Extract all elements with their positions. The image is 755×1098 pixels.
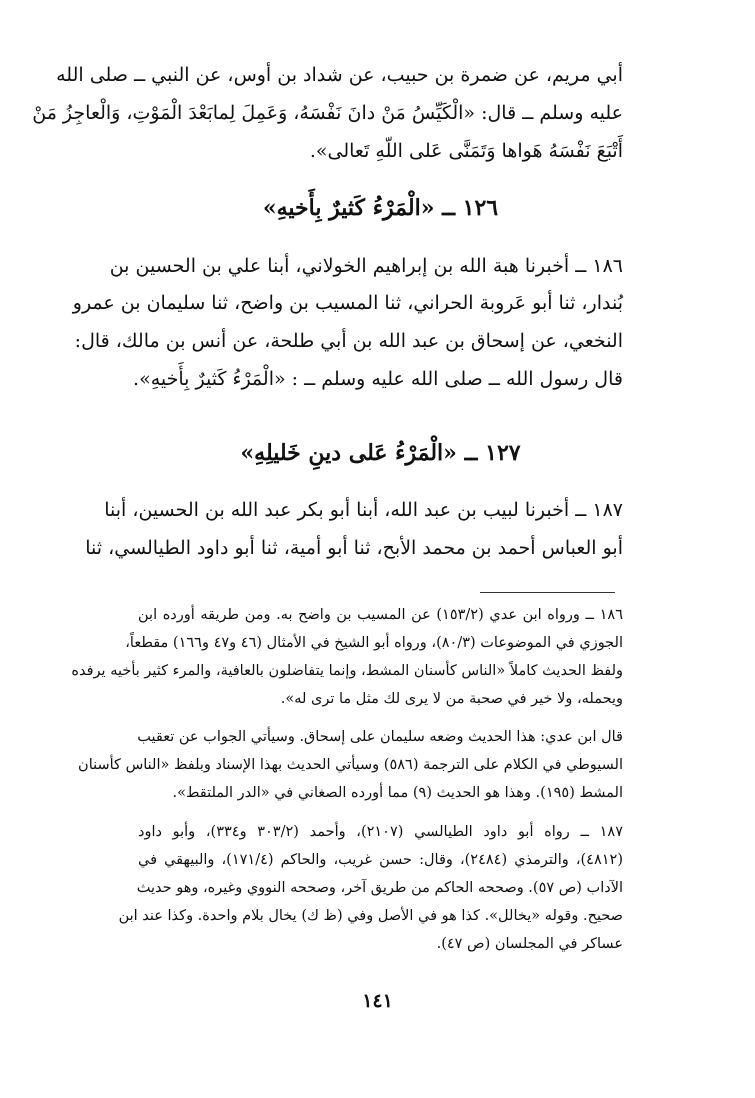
footnote-line: الجوزي في الموضوعات (٨٠/٣)، ورواه أبو الشيخ في الأمثال (٤٦ و٤٧ و١٦٦) مقطعاً، (125, 635, 623, 651)
footnote-separator (480, 592, 615, 593)
footnote-line: الآداب (ص ٥٧). وصححه الحاكم من طريق آخر، وصححه النووي وغيره، وهو حديث (136, 880, 623, 896)
text-line: عليه وسلم ــ قال: «الْكَيِّسُ مَنْ دانَ نَفْسَهُ، وَعَمِلَ لِمابَعْدَ الْمَوْتِ، وَالْعاجِزُ مَنْ (32, 102, 623, 124)
section-heading-127: ١٢٧ ــ «الْمَرْءُ عَلى دينِ خَليلِهِ» (240, 440, 521, 466)
footnote-line: (٤٨١٢)، والترمذي (٢٤٨٤)، وقال: حسن غريب، والحاكم (١٧١/٤)، والبيهقي في (138, 852, 623, 868)
footnote-line: السيوطي في الكلام على الترجمة (٥٨٦) وسيأتي الحديث بهذا الإسناد وبلفظ «الناس كأسنان (78, 757, 623, 773)
footnote-line: ١٨٧ ــ رواه أبو داود الطيالسي (٢١٠٧)، وأحمد (٣٠٣/٢ و٣٣٤)، وأبو داود (138, 824, 624, 840)
footnote-line: صحيح. وقوله «يخالل». كذا هو في الأصل وفي (ظ ك) يخال بلام واحدة. وكذا عند ابن (118, 908, 623, 924)
footnote-line: المشط (١٩٥). وهذا هو الحديث (٩) مما أورده الصغاني في «الدر الملتقط». (172, 785, 623, 801)
footnote-line: ولفظ الحديث كاملاً «الناس كأسنان المشط، وإنما يتفاضلون بالعافية، والمرء كثير بأخيه يرفده (71, 663, 623, 679)
text-line: أَتْبَعَ نَفْسَهُ هَواها وَتَمَنَّى عَلى اللّهِ تَعالى». (309, 140, 623, 162)
text-line: قال رسول الله ــ صلى الله عليه وسلم ــ : «الْمَرْءُ كَثيرٌ بِأَخيهِ». (133, 368, 623, 390)
footnote-line: عساكر في المجلسان (ص ٤٧). (436, 936, 623, 952)
text-line: أبو العباس أحمد بن محمد الأبح، ثنا أبو أمية، ثنا أبو داود الطيالسي، ثنا (85, 537, 623, 559)
footnote-line: قال ابن عدي: هذا الحديث وضعه سليمان على إسحاق. وسيأتي الجواب عن تعقيب (137, 729, 623, 745)
section-heading-126: ١٢٦ ــ «الْمَرْءُ كَثيرٌ بِأَخيهِ» (262, 195, 499, 221)
text-line: ١٨٦ ــ أخبرنا هبة الله بن إبراهيم الخولاني، أبنا علي بن الحسين بن (109, 255, 623, 277)
page-number: ١٤١ (362, 990, 393, 1012)
footnote-line: ويحمله، ولا خير في صحبة من لا يرى لك مثل ما ترى له». (280, 691, 623, 707)
footnote-line: ١٨٦ ــ ورواه ابن عدي (١٥٣/٢) عن المسيب بن واضح به. ومن طريقه أورده ابن (138, 607, 623, 623)
text-line: بُندار، ثنا أبو عَروبة الحراني، ثنا المسيب بن واضح، ثنا سليمان بن عمرو (72, 292, 623, 314)
text-line: النخعي، عن إسحاق بن عبد الله بن أبي طلحة، عن أنس بن مالك، قال: (74, 330, 623, 352)
text-line: ١٨٧ ــ أخبرنا لبيب بن عبد الله، أبنا أبو بكر عبد الله بن الحسين، أبنا (104, 499, 623, 521)
text-line: أبي مريم، عن ضمرة بن حبيب، عن شداد بن أوس، عن النبي ــ صلى الله (56, 64, 623, 86)
